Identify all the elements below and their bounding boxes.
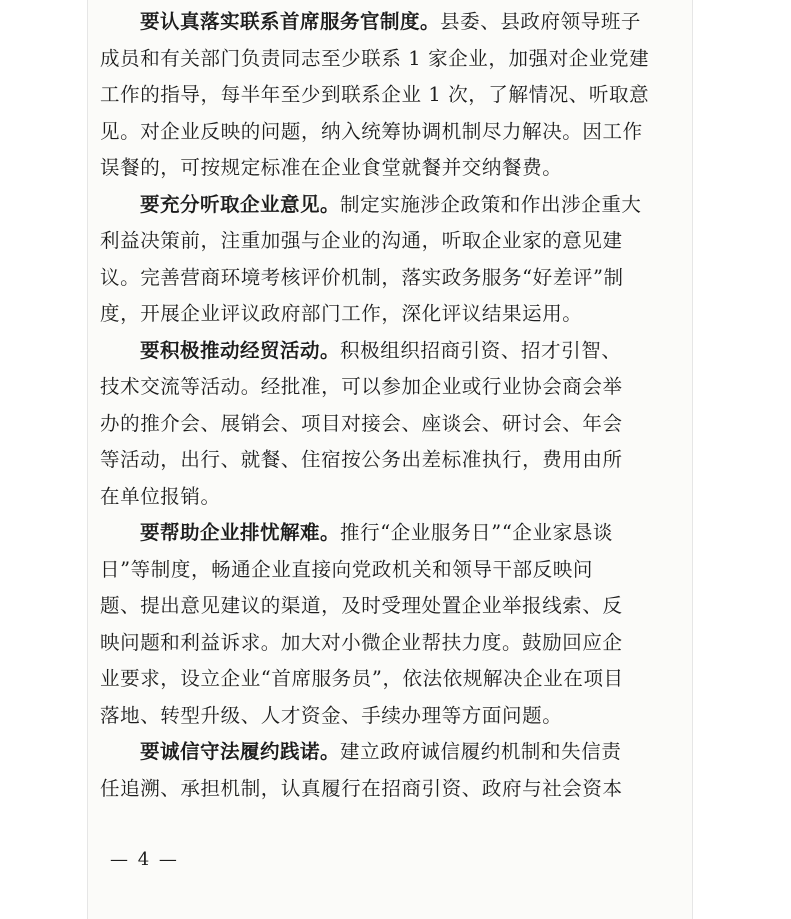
paragraph-line: [100, 515, 680, 552]
document-body: [100, 4, 680, 807]
paragraph-line: [100, 734, 680, 771]
paragraph-text: 积极组织招商引资、招才引智、: [340, 338, 622, 362]
paragraph-text: 县委、县政府领导班子: [440, 10, 642, 33]
paragraph-text: 制定实施涉企政策和作出涉企重大: [340, 192, 642, 216]
paragraph-line: 度，开展企业评议政府部门工作，深化评议结果运用。: [100, 302, 583, 325]
paragraph-lead: 要充分听取企业意见。: [140, 192, 341, 216]
paragraph-lead: 要帮助企业排忧解难。: [140, 521, 341, 544]
paragraph-text: 推行“企业服务日”“企业家恳谈: [340, 521, 613, 544]
paragraph-line: 任追溯、承担机制，认真履行在招商引资、政府与社会资本: [100, 776, 623, 800]
paragraph-line: 误餐的，可按规定标准在企业食堂就餐并交纳餐费。: [100, 156, 563, 179]
paragraph-text: 建立政府诚信履约机制和失信责: [340, 740, 622, 763]
paragraph-solve-difficulties: [100, 515, 680, 734]
paragraph-line: 成员和有关部门负责同志至少联系 1 家企业，加强对企业党建: [100, 46, 650, 70]
paragraph-line: 工作的指导，每半年至少到联系企业 1 次，了解情况、听取意: [100, 83, 650, 106]
page-left-edge: [87, 0, 88, 919]
paragraph-line: 在单位报销。: [100, 484, 221, 508]
page-right-edge: [692, 0, 693, 919]
paragraph-chief-service-officer: [100, 4, 680, 187]
paragraph-line: 技术交流等活动。经批准，可以参加企业或行业协会商会举: [100, 375, 623, 398]
paragraph-trade-activities: [100, 333, 680, 516]
paragraph-line: 议。完善营商环境考核评价机制，落实政务服务“好差评”制: [100, 265, 624, 289]
paragraph-enterprise-opinions: [100, 187, 680, 333]
paragraph-line: 日”等制度，畅通企业直接向党政机关和领导干部反映问: [100, 557, 593, 581]
paragraph-line: [100, 333, 680, 370]
paragraph-line: 办的推介会、展销会、项目对接会、座谈会、研讨会、年会: [100, 411, 623, 435]
paragraph-line: 映问题和利益诉求。加大对小微企业帮扶力度。鼓励回应企: [100, 630, 623, 654]
paragraph-line: 利益决策前，注重加强与企业的沟通，听取企业家的意见建: [100, 229, 623, 252]
paragraph-lead: 要积极推动经贸活动。: [140, 338, 341, 362]
page-number: — 4 —: [110, 849, 179, 870]
paragraph-line: 等活动，出行、就餐、住宿按公务出差标准执行，费用由所: [100, 448, 623, 471]
paragraph-line: 题、提出意见建议的渠道，及时受理处置企业举报线索、反: [100, 594, 623, 617]
paragraph-line: 落地、转型升级、人才资金、手续办理等方面问题。: [100, 703, 563, 727]
paragraph-line: [100, 187, 680, 224]
paragraph-line: 见。对企业反映的问题，纳入统筹协调机制尽力解决。因工作: [100, 119, 643, 143]
paragraph-lead: 要认真落实联系首席服务官制度。: [140, 10, 441, 33]
paragraph-lead: 要诚信守法履约践诺。: [140, 740, 341, 763]
paragraph-line: [100, 4, 680, 41]
paragraph-integrity-contracts: [100, 734, 680, 807]
paragraph-line: 业要求，设立企业“首席服务员”，依法依规解决企业在项目: [100, 667, 624, 690]
